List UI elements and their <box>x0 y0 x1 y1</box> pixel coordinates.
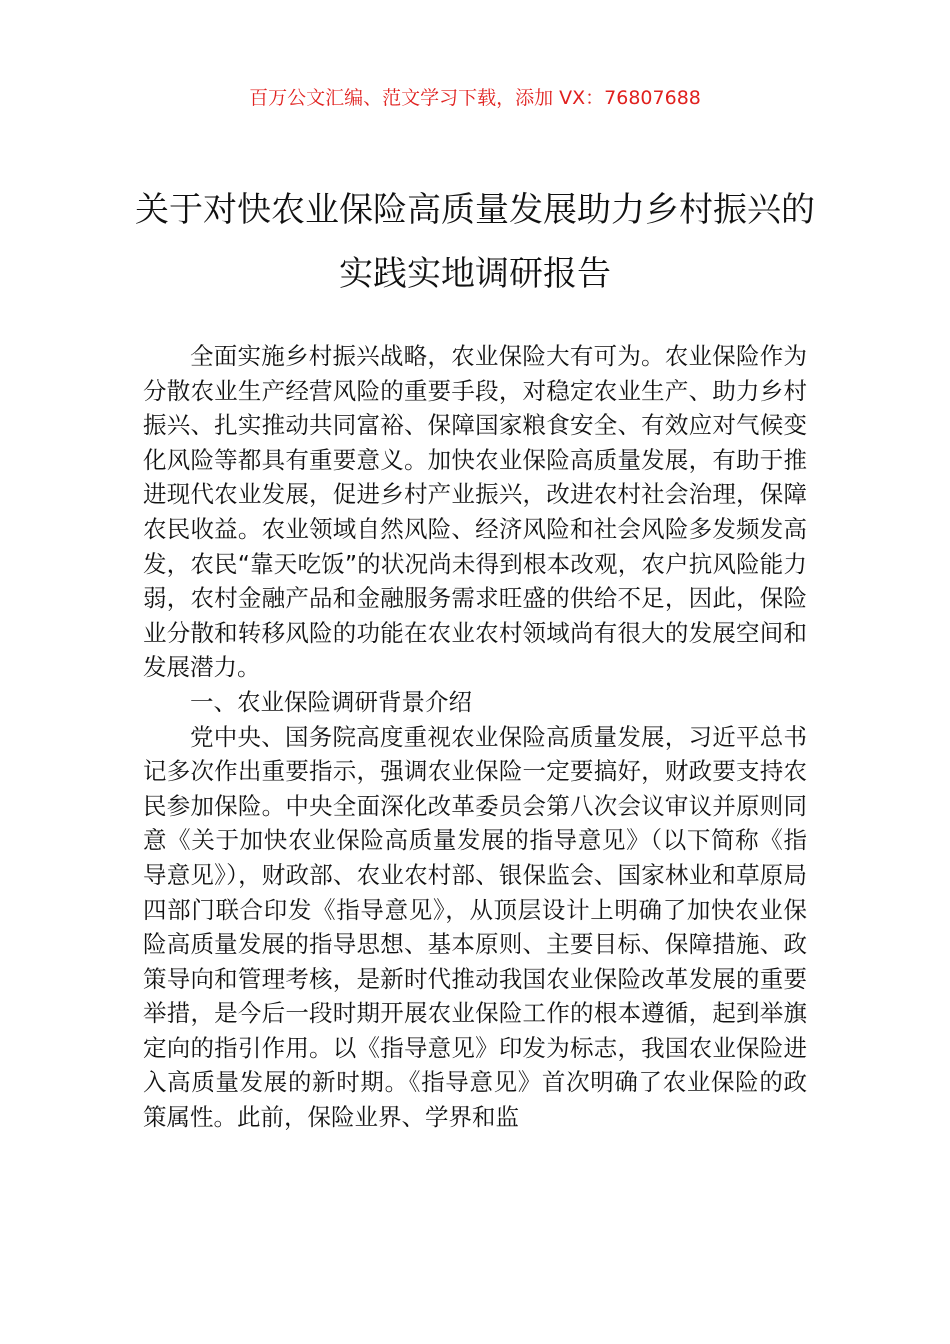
section-heading: 一、农业保险调研背景介绍 <box>190 687 472 716</box>
document-body <box>143 339 807 1135</box>
section-paragraph: 党中央、国务院高度重视农业保险高质量发展，习近平总书记多次作出重要指示，强调农业保险一定要搞好，财政要支持农民参加保险。中央全面深化改革委员会第八次会议审议并原则同意《关于加快农业保险高质量发展的指导意见》（以下简称《指导意见》），财政部、农业农村部、银保监会、国家林业和草原局四部门联合印发《指导意见》，从顶层设计上明确了加快农业保险高质量发展的指导思想、基本原则、主要目标、保障措施、政策导向和管理考核，是新时代推动我国农业保险改革发展的重要举措，是今后一段时期开展农业保险工作的根本遵循，起到举旗定向的指引作用。以《指导意见》印发为标志，我国农业保险进入高质量发展的新时期。《指导意见》首次明确了农业保险的政策属性。此前，保险业界、学界和监 <box>143 722 807 1132</box>
header-watermark-note: 百万公文汇编、范文学习下载，添加 VX：76807688 <box>249 87 701 109</box>
intro-paragraph: 全面实施乡村振兴战略，农业保险大有可为。农业保险作为分散农业生产经营风险的重要手段，对稳定农业生产、助力乡村振兴、扎实推动共同富裕、保障国家粮食安全、有效应对气候变化风险等都具有重要意义。加快农业保险高质量发展，有助于推进现代农业发展，促进乡村产业振兴，改进农村社会治理，保障农民收益。农业领域自然风险、经济风险和社会风险多发频发高发，农民“靠天吃饭”的状况尚未得到根本改观，农户抗风险能力弱，农村金融产品和金融服务需求旺盛的供给不足，因此，保险业分散和转移风险的功能在农业农村领域尚有很大的发展空间和发展潜力。 <box>143 342 807 682</box>
document-title: 关于对快农业保险高质量发展助力乡村振兴的实践实地调研报告 <box>135 190 815 294</box>
